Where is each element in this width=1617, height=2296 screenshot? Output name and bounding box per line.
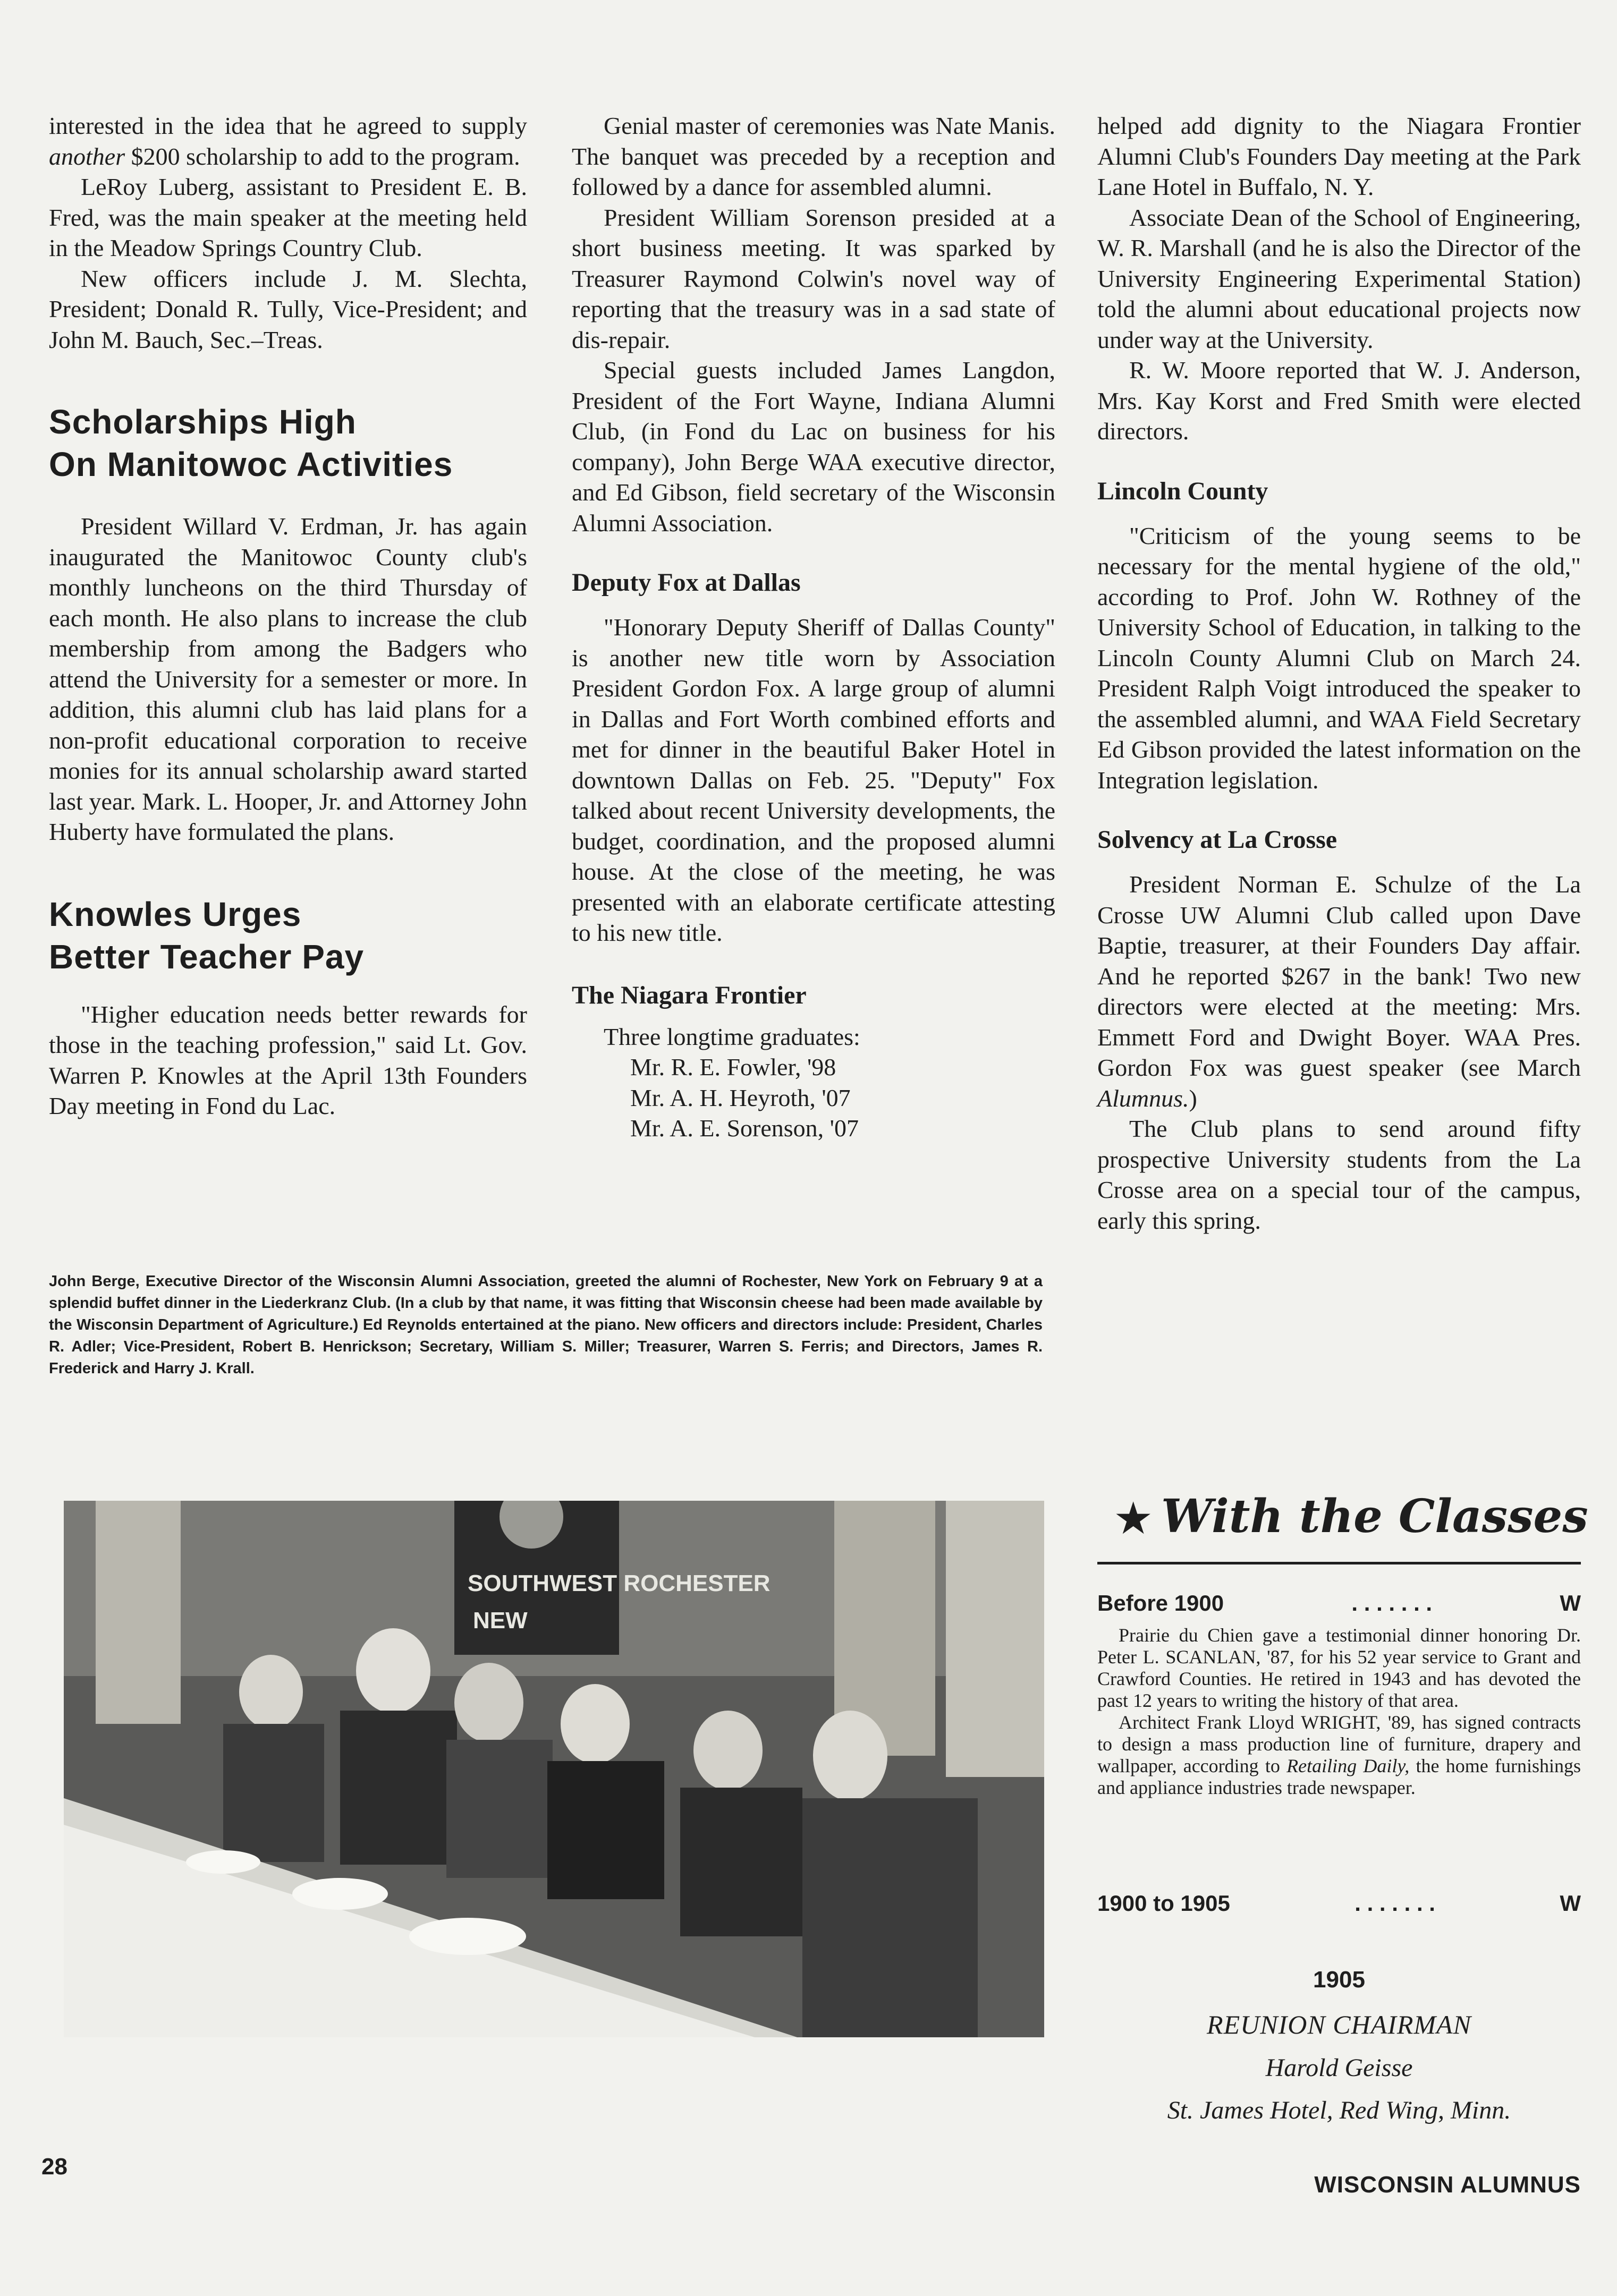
paragraph: R. W. Moore reported that W. J. Anderson, Mrs. Kay Korst and Fred Smith were elected directors. <box>1097 356 1581 445</box>
headline-la-crosse: Solvency at La Crosse <box>1097 826 1337 854</box>
column-3 <box>1097 110 1581 1236</box>
column-1 <box>49 110 527 1121</box>
column-2 <box>572 110 1055 1144</box>
list-item: Mr. A. E. Sorenson, '07 <box>630 1115 859 1142</box>
paragraph: The Club plans to send around fifty prospective University students from the La Crosse area on a special tour of the campus, early this spring. <box>1097 1115 1581 1234</box>
photo-caption: John Berge, Executive Director of the Wisconsin Alumni Association, greeted the alumni of Rochester, New York on February 9 at a splendid buffet dinner in the Liederkranz Club. (In a club by that name, it was fitting that Wisconsin cheese had been made available by the Wisconsin Department of Agriculture.) Ed Reynolds entertained at the piano. New officers and directors include: President, Charles R. Adler; Vice-President, Robert B. Henrickson; Secretary, William S. Miller; Treasurer, Warren S. Ferris; and Directors, James R. Frederick and Harry J. Krall. <box>49 1273 1043 1377</box>
paragraph: Special guests included James Langdon, President of the Fort Wayne, Indiana Alumni Club, (in Fond du Lac on business for his company), John Berge WAA executive director, and Ed Gibson, field secretary of the Wisconsin Alumni Association. <box>572 356 1055 537</box>
paragraph: helped add dignity to the Niagara Frontier Alumni Club's Founders Day meeting at the Park Lane Hotel in Buffalo, N. Y. <box>1097 112 1581 200</box>
classes-title: With the Classes <box>1161 1490 1588 1543</box>
paragraph: "Higher education needs better rewards for those in the teaching profession," said Lt. Gov. Warren P. Knowles at the April 13th Founders Day meeting in Fond du Lac. <box>49 1000 527 1119</box>
class-notes-before-1900 <box>1097 1625 1581 1799</box>
chairman-address: St. James Hotel, Red Wing, Minn. <box>1167 2096 1511 2124</box>
rule <box>1097 1562 1581 1564</box>
paragraph: Genial master of ceremonies was Nate Manis. The banquet was preceded by a reception and followed by a dance for assembled alumni. <box>572 112 1055 200</box>
year-heading: 1905 <box>1313 1967 1365 1993</box>
list-item: Mr. R. E. Fowler, '98 <box>630 1053 836 1081</box>
headline-deputy-fox: Deputy Fox at Dallas <box>572 568 801 597</box>
graduates-list <box>572 1052 1055 1144</box>
list-item: Mr. A. H. Heyroth, '07 <box>630 1084 851 1111</box>
paragraph: New officers include J. M. Slechta, President; Donald R. Tully, Vice-President; and John M. Bauch, Sec.–Treas. <box>49 265 527 353</box>
paragraph: LeRoy Luberg, assistant to President E. B. Fred, was the main speaker at the meeting held in the Meadow Springs Country Club. <box>49 173 527 261</box>
paragraph: interested in the idea that he agreed to supply another $200 scholarship to add to the program. <box>49 112 527 170</box>
paragraph: Architect Frank Lloyd WRIGHT, '89, has signed contracts to design a mass production line of furniture, drapery and wallpaper, according to Retailing Daily, the home furnishings and appliance industries trade newspaper. <box>1097 1712 1581 1798</box>
paragraph: Three longtime graduates: <box>604 1023 860 1050</box>
headline-knowles: Knowles Urges Better Teacher Pay <box>49 895 365 976</box>
paragraph: President Willard V. Erdman, Jr. has again inaugurated the Manitowoc County club's monthly luncheons on the third Thursday of each month. He also plans to increase the club membership from among the Badgers who attend the University for a semester or more. In addition, this alumni club has laid plans for a non-profit educational corporation to receive monies for its annual scholarship award started last year. Mark. L. Hooper, Jr. and Attorney John Huberty have formulated the plans. <box>49 513 527 845</box>
headline-scholarships: Scholarships High On Manitowoc Activities <box>49 403 453 483</box>
paragraph: "Criticism of the young seems to be necessary for the mental hygiene of the old," according to Prof. John W. Rothney of the University School of Education, in talking to the Lincoln County Alumni Club on March 24. President Ralph Voigt introduced the speaker to the assembled alumni, and WAA Field Secretary Ed Gibson provided the latest information on the Integration legislation. <box>1097 522 1581 794</box>
publication-title: WISCONSIN ALUMNUS <box>1314 2172 1581 2198</box>
chairman-name: Harold Geisse <box>1265 2054 1413 2082</box>
banner-text: SOUTHWEST ROCHESTER <box>468 1570 771 1596</box>
paragraph: Prairie du Chien gave a testimonial dinner honoring Dr. Peter L. SCANLAN, '87, for his 52 year service to Grant and Crawford Counties. He retired in 1943 and has devoted the past 12 years to writing the history of that area. <box>1097 1625 1581 1711</box>
headline-niagara: The Niagara Frontier <box>572 981 807 1009</box>
headline-lincoln: Lincoln County <box>1097 477 1268 505</box>
banquet-photo <box>64 1501 1044 2037</box>
paragraph: Associate Dean of the School of Engineering, W. R. Marshall (and he is also the Director of the University Engineering Experimental Station) told the alumni about educational projects now under way at the University. <box>1097 203 1581 353</box>
paragraph: "Honorary Deputy Sheriff of Dallas County" is another new title worn by Association President Gordon Fox. A large group of alumni in Dallas and Fort Worth combined efforts and met for dinner in the beautiful Baker Hotel in downtown Dallas on Feb. 25. "Deputy" Fox talked about recent University developments, the budget, coordination, and the proposed alumni house. At the close of the meeting, he was presented with an elaborate certificate attesting to his new title. <box>572 614 1055 946</box>
paragraph: President William Sorenson presided at a short business meeting. It was sparked by Treasurer Raymond Colwin's novel way of reporting that the treasury was in a sad state of dis-repair. <box>572 203 1055 353</box>
banner-text: NEW <box>473 1608 528 1634</box>
section-header-1900-1905: 1900 to 1905 . . . . . . . W <box>1097 1891 1581 1916</box>
page-number: 28 <box>41 2154 67 2180</box>
section-header-before-1900: Before 1900 . . . . . . . W <box>1097 1591 1581 1615</box>
with-the-classes-banner <box>1113 1487 1588 1546</box>
star-icon: ★ <box>1113 1492 1154 1544</box>
paragraph: President Norman E. Schulze of the La Crosse UW Alumni Club called upon Dave Baptie, treasurer, at their Founders Day affair. And he reported $267 in the bank! Two new directors were elected at the meeting: Mrs. Emmett Ford and Dwight Boyer. WAA Pres. Gordon Fox was guest speaker (see March Alumnus.) <box>1097 871 1581 1112</box>
reunion-chairman-label: REUNION CHAIRMAN <box>1207 2010 1471 2039</box>
